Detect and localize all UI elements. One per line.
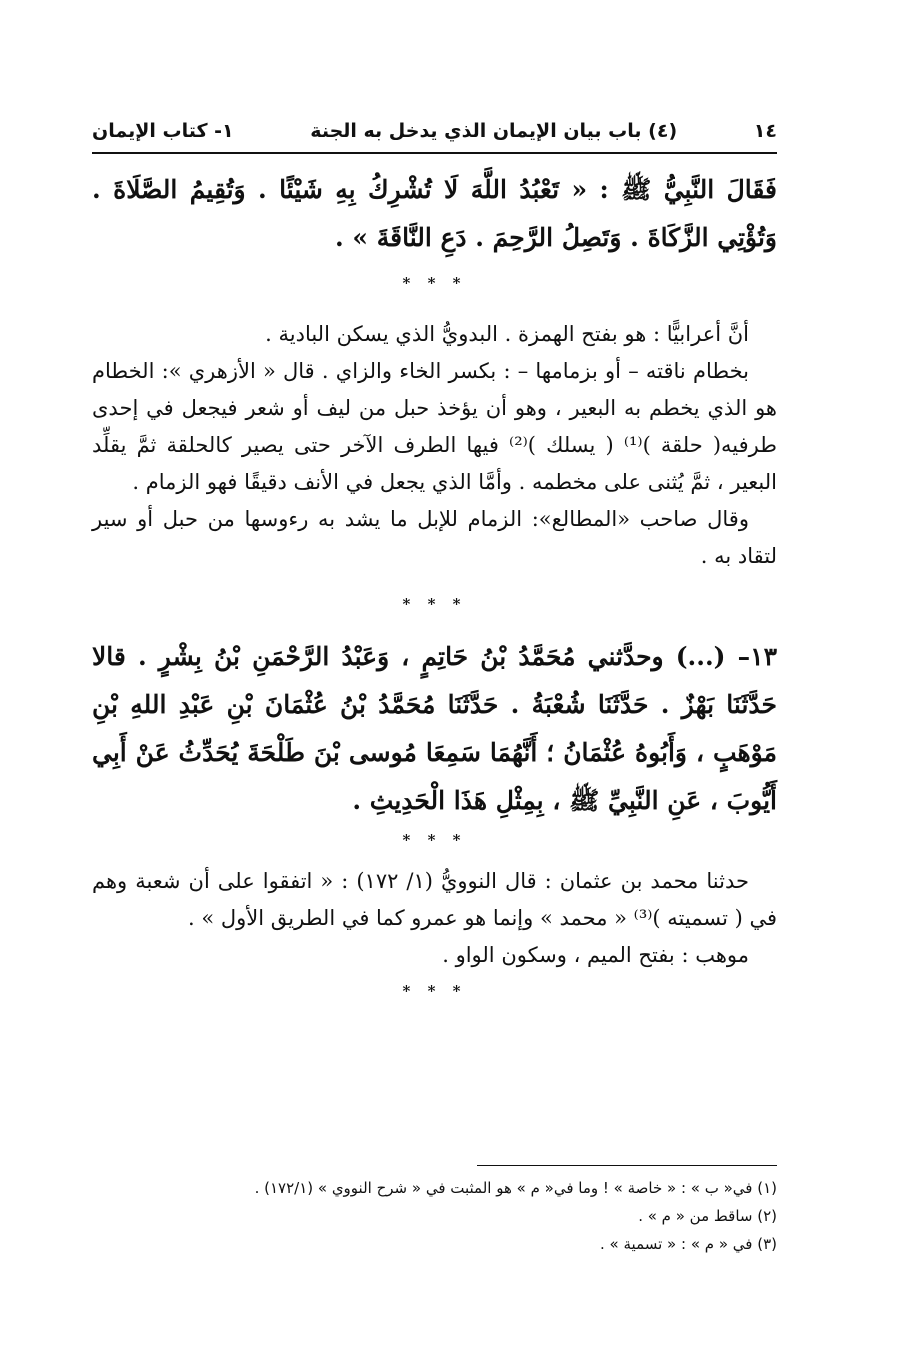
- commentary-block-2: [92, 863, 777, 974]
- page-number: ١٤: [753, 120, 777, 142]
- hadith-number: ١٣–: [737, 642, 777, 671]
- hadith-text-top: فَقَالَ النَّبِيُّ ﷺ : « تَعْبُدُ اللَّهَ لَا تُشْرِكُ بِهِ شَيْئًا . وَتُقِيمُ الصَّلَاةَ . وَتُؤْتِي الزَّكَاةَ . وَتَصِلُ الرَّحِمَ . دَعِ النَّاقَةَ » .: [92, 175, 777, 252]
- footnote-rule: [477, 1165, 777, 1166]
- section-separator-4: * * *: [402, 982, 467, 1000]
- footnote-3: (٣) في « م » : « تسمية » .: [600, 1235, 777, 1253]
- running-header: [92, 120, 777, 154]
- footnote-1: (١) في« ب » : « خاصة » ! وما في« م » هو المثبت في « شرح النووي » (١٧٢/١) .: [254, 1179, 777, 1197]
- commentary-paragraph: أنَّ أعرابيًّا : هو بفتح الهمزة . البدويُّ الذي يسكن البادية .: [265, 322, 749, 346]
- footnote-2: (٢) ساقط من « م » .: [638, 1207, 777, 1225]
- page-content: [92, 120, 777, 1004]
- book-title: ١- كتاب الإيمان: [92, 120, 234, 142]
- section-separator-3: * * *: [402, 831, 467, 849]
- commentary-paragraph: حدثنا محمد بن عثمان : قال النوويُّ (١/ ١٧٢) : « اتفقوا على أن شعبة وهم في ( تسميته )⁽³⁾ « محمد » وإنما هو عمرو كما في الطريق الأول » .: [92, 869, 777, 930]
- chapter-title: (٤) باب بيان الإيمان الذي يدخل به الجنة: [310, 120, 678, 142]
- commentary-block-1: [92, 316, 777, 575]
- commentary-paragraph: وقال صاحب «المطالع»: الزمام للإبل ما يشد به رءوسها من حبل أو سير لتقاد به .: [92, 507, 777, 568]
- footnotes: [92, 1165, 777, 1258]
- section-separator-1: * * *: [402, 274, 467, 292]
- hadith-13: [92, 633, 777, 825]
- hadith-13-text: (...) وحدَّثني مُحَمَّدُ بْنُ حَاتِمٍ ، وَعَبْدُ الرَّحْمَنِ بْنُ بِشْرٍ . قالا حَدَّثَنَا بَهْزٌ . حَدَّثَنَا شُعْبَةُ . حَدَّثَنَا مُحَمَّدُ بْنُ عُثْمَانَ بْنِ عَبْدِ اللهِ بْنِ مَوْهَبٍ ، وَأَبُوهُ عُثْمَانُ ؛ أَنَّهُمَا سَمِعَا مُوسى بْنَ طَلْحَةَ يُحَدِّثُ عَنْ أَبِي أَيُّوبَ ، عَنِ النَّبِيِّ ﷺ ، بِمِثْلِ هَذَا الْحَدِيثِ .: [92, 642, 777, 815]
- section-separator-2: * * *: [402, 595, 467, 613]
- commentary-paragraph: موهب : بفتح الميم ، وسكون الواو .: [442, 943, 749, 967]
- commentary-paragraph: بخطام ناقته – أو بزمامها – : بكسر الخاء والزاي . قال « الأزهري »: الخطام هو الذي يخطم به البعير ، وهو أن يؤخذ حبل من ليف أو شعر فيجعل في إحدى طرفيه( حلقة )⁽¹⁾ ( يسلك )⁽²⁾ فيها الطرف الآخر حتى يصير كالحلقة ثمَّ يقلِّد البعير ، ثمَّ يُثنى على مخطمه . وأمَّا الذي يجعل في الأنف دقيقًا فهو الزمام .: [92, 359, 777, 494]
